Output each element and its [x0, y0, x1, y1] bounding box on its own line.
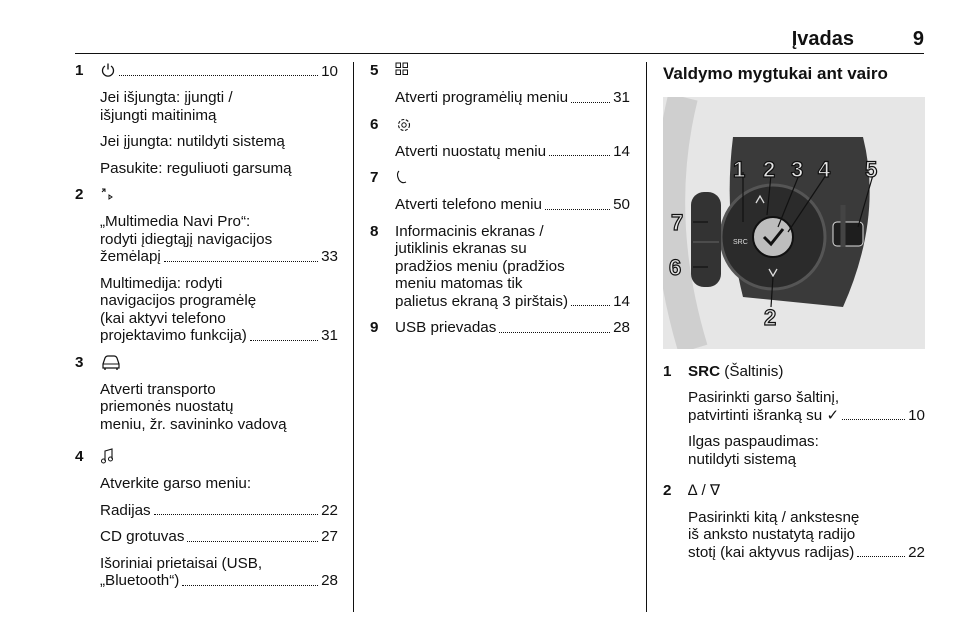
- entry-8: [370, 223, 630, 320]
- entry-arrows: [663, 482, 925, 561]
- entry-text: „Multimedia Navi Pro“:: [100, 213, 251, 230]
- entry-text: Ilgas paspaudimas:: [688, 433, 819, 450]
- entry-1: [75, 62, 338, 186]
- entry-text: priemonės nuostatų: [100, 398, 234, 415]
- entry-text: Išoriniai prietaisai (USB,: [100, 554, 263, 572]
- entry-text: Atverti telefono meniu: [395, 196, 542, 213]
- page-ref: 31: [613, 89, 630, 106]
- entry-number: 5: [370, 62, 379, 79]
- entry-text: pradžios meniu (pradžios: [395, 257, 565, 275]
- column-divider: [353, 62, 354, 612]
- src-label-text: SRC: [688, 362, 721, 380]
- column-divider: [646, 62, 647, 612]
- page-ref: 33: [321, 248, 338, 265]
- entry-src: [663, 363, 925, 483]
- entry-text: Atverti nuostatų meniu: [395, 142, 547, 160]
- entry-text: meniu matomas tik: [395, 275, 523, 292]
- power-icon: [100, 62, 116, 80]
- page-ref: 14: [613, 292, 630, 310]
- entry-text: Atverti programėlių meniu: [395, 89, 569, 106]
- entry-text: Pasirinkti kitą / ankstesnę: [688, 508, 860, 526]
- entry-number: 4: [75, 448, 84, 465]
- entry-number: 8: [370, 222, 379, 240]
- page-ref: 28: [613, 319, 630, 336]
- entry-text: Multimedija: rodyti: [100, 274, 223, 292]
- entry-number: 1: [663, 362, 672, 380]
- check-icon: ✓: [826, 406, 840, 424]
- callout-2-bottom: 2: [764, 304, 777, 330]
- entry-text: (Šaltinis): [720, 362, 784, 380]
- callout-4: 4: [818, 156, 831, 182]
- entry-6: [370, 116, 630, 170]
- entry-5: [370, 62, 630, 116]
- entry-text: stotį (kai aktyvus radijas): [688, 543, 855, 561]
- entry-text: USB prievadas: [395, 319, 497, 336]
- header-rule: [75, 53, 924, 54]
- entry-text: Jei įjungta: nutildyti sistemą: [100, 133, 285, 150]
- apps-grid-icon: [395, 62, 409, 80]
- page-title: Įvadas: [791, 28, 854, 50]
- callout-6: 6: [669, 254, 682, 280]
- callout-1: 1: [733, 156, 746, 182]
- entry-text: rodyti įdiegtąjį navigacijos: [100, 230, 273, 248]
- page-ref: 22: [908, 543, 925, 561]
- steering-wheel-figure: [663, 97, 925, 349]
- entry-text: žemėlapį: [100, 248, 161, 265]
- entry-9: [370, 319, 630, 337]
- page-ref: 50: [613, 196, 630, 213]
- entry-text: išjungti maitinimą: [100, 106, 217, 124]
- entry-number: 2: [75, 186, 84, 203]
- section-heading: Valdymo mygtukai ant vairo: [663, 64, 888, 83]
- entry-number: 2: [663, 482, 672, 499]
- entry-number: 6: [370, 115, 379, 133]
- entry-number: 1: [75, 62, 84, 79]
- music-note-icon: [100, 448, 114, 466]
- callout-3: 3: [791, 156, 804, 182]
- page-ref: 10: [321, 62, 338, 80]
- entry-4: [75, 448, 338, 590]
- entry-text: (kai aktyvi telefono: [100, 309, 226, 327]
- entry-text: meniu, žr. savininko vadovą: [100, 415, 287, 433]
- entry-text: jutiklinis ekranas su: [395, 240, 527, 257]
- entry-text: projektavimo funkcija): [100, 327, 247, 344]
- entry-text: palietus ekraną 3 pirštais): [395, 292, 569, 310]
- entry-text: patvirtinti išranką su: [688, 406, 823, 424]
- entry-3: [75, 354, 338, 449]
- entry-text: Atverkite garso meniu:: [100, 475, 252, 492]
- entry-7: [370, 169, 630, 223]
- page-ref: 27: [321, 528, 338, 545]
- src-label: SRC: [733, 238, 748, 246]
- callout-2: 2: [763, 156, 776, 182]
- entry-text: „Bluetooth“): [100, 572, 180, 589]
- entry-number: 9: [370, 319, 379, 336]
- navigation-icon: [100, 186, 114, 204]
- page-header: [75, 28, 924, 50]
- column-left: [75, 62, 338, 590]
- entry-2: [75, 186, 338, 354]
- entry-text: CD grotuvas: [100, 528, 185, 545]
- callout-7: 7: [671, 209, 684, 235]
- page-number: 9: [912, 28, 924, 50]
- entry-text: Atverti transporto: [100, 380, 216, 398]
- entry-text: nutildyti sistemą: [688, 450, 797, 468]
- page-ref: 14: [613, 142, 630, 160]
- column-middle: [370, 62, 630, 337]
- page-ref: 28: [321, 572, 338, 589]
- entry-text: Jei išjungta: įjungti /: [100, 89, 233, 106]
- entry-text: navigacijos programėlę: [100, 292, 257, 309]
- entry-text: Radijas: [100, 501, 151, 519]
- callout-5: 5: [865, 156, 878, 182]
- entry-number: 3: [75, 353, 84, 371]
- up-down-arrows-icon: ∆ / ∇: [688, 482, 721, 499]
- settings-gear-icon: [395, 116, 413, 134]
- phone-icon: [395, 169, 409, 187]
- entry-text: Informacinis ekranas /: [395, 222, 544, 240]
- entry-text: Pasirinkti garso šaltinį,: [688, 389, 840, 406]
- column-right: [663, 62, 925, 561]
- page-ref: 10: [908, 406, 925, 424]
- page-ref: 22: [321, 501, 338, 519]
- car-icon: [100, 354, 122, 372]
- page-ref: 31: [321, 327, 338, 344]
- entry-number: 7: [370, 169, 379, 186]
- entry-text: Pasukite: reguliuoti garsumą: [100, 159, 292, 177]
- entry-text: iš anksto nustatytą radijo: [688, 526, 856, 543]
